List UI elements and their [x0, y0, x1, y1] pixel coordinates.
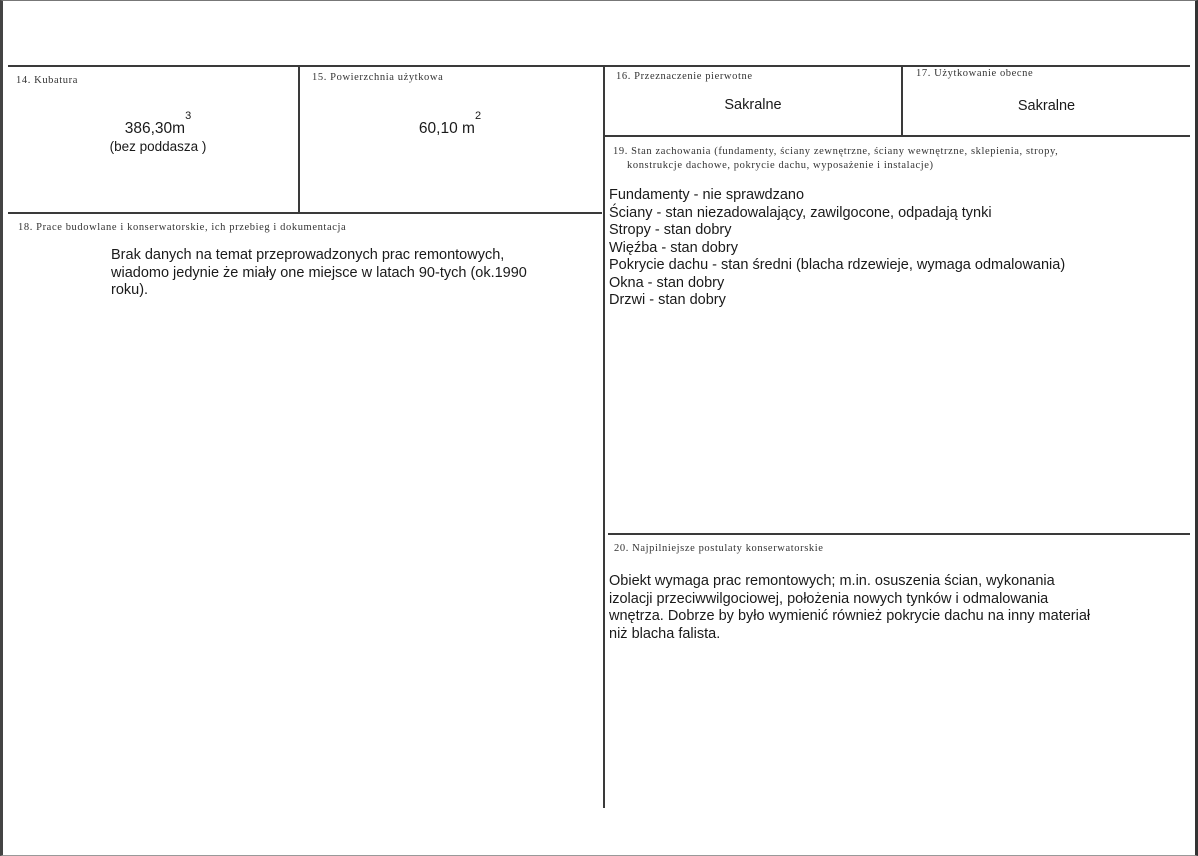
postulaty-text [609, 573, 1184, 643]
przeznaczenie-label: 16. Przeznaczenie pierwotne [616, 71, 753, 82]
prace-text-line: wiadomo jedynie że miały one miejsce w latach 90-tych (ok.1990 [111, 264, 527, 281]
prace-text-line: roku). [111, 282, 149, 298]
divider-14-15 [298, 66, 300, 212]
kubatura-note: (bez poddasza ) [109, 139, 207, 154]
postulaty-label: 20. Najpilniejsze postulaty konserwatorskie [614, 543, 824, 554]
postulaty-text-line: niż blacha falista. [609, 625, 721, 642]
prace-label: 18. Prace budowlane i konserwatorskie, ich przebieg i dokumentacja [18, 222, 347, 233]
powierzchnia-label: 15. Powierzchnia użytkowa [312, 72, 444, 83]
stan-zachowania-label-line2: konstrukcje dachowe, pokrycie dachu, wyposażenie i instalacje) [627, 160, 934, 171]
powierzchnia-value [300, 110, 600, 138]
stan-zachowania-item: Ściany - stan niezadowalający, zawilgocone, odpadają tynki [609, 204, 992, 221]
kubatura-value-number: 386,30m [124, 120, 186, 137]
kubatura-label: 14. Kubatura [16, 75, 79, 86]
rule-below-14-15 [8, 212, 602, 214]
stan-zachowania-item: Okna - stan dobry [609, 274, 725, 291]
kubatura-value-exponent: 3 [185, 110, 192, 122]
postulaty-text-line: izolacji przeciwwilgociowej, położenia nowych tynków i odmalowania [609, 590, 1049, 607]
top-rule [8, 65, 1190, 67]
stan-zachowania-item: Drzwi - stan dobry [609, 292, 726, 308]
stan-zachowania-label-line1: 19. Stan zachowania (fundamenty, ściany zewnętrzne, ściany wewnętrzne, sklepienia, stropy, [613, 146, 1059, 157]
uzytkowanie-value: Sakralne [1017, 98, 1076, 114]
postulaty-text-line: wnętrza. Dobrze by było wymienić również pokrycie dachu na inny materiał [609, 608, 1091, 624]
center-divider [603, 66, 605, 808]
powierzchnia-value-number: 60,10 m [418, 120, 475, 137]
prace-text-line: Brak danych na temat przeprowadzonych prac remontowych, [111, 247, 505, 263]
stan-zachowania-list [609, 187, 1184, 310]
kubatura-value [20, 110, 296, 138]
stan-zachowania-item: Pokrycie dachu - stan średni (blacha rdzewieje, wymaga odmalowania) [609, 257, 1066, 273]
rule-above-20 [608, 533, 1190, 535]
stan-zachowania-item: Fundamenty - nie sprawdzano [609, 187, 805, 203]
powierzchnia-value-exponent: 2 [474, 110, 482, 122]
prace-text [111, 247, 591, 300]
przeznaczenie-value: Sakralne [724, 97, 782, 113]
stan-zachowania-item: Stropy - stan dobry [609, 222, 732, 238]
uzytkowanie-label: 17. Użytkowanie obecne [916, 68, 1034, 79]
stan-zachowania-item: Więźba - stan dobry [609, 239, 738, 256]
postulaty-text-line: Obiekt wymaga prac remontowych; m.in. osuszenia ścian, wykonania [609, 573, 1055, 589]
rule-below-16-17 [604, 135, 1190, 137]
